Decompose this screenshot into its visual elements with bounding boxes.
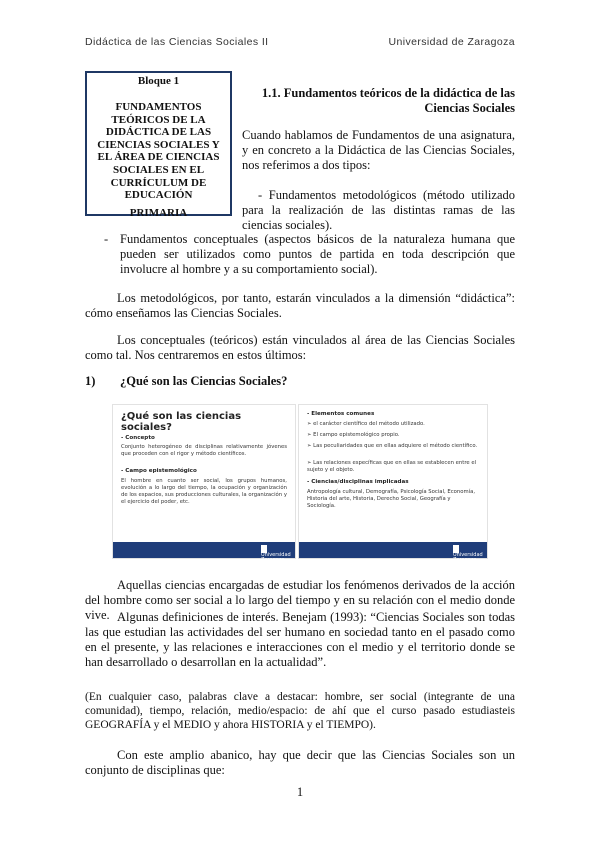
paragraph-metodologicos-didactica: Los metodológicos, por tanto, estarán vinculados a la dimensión “didáctica”: cómo enseñamos las Ciencias Sociales. xyxy=(85,291,515,320)
slide-a-campo-label: - Campo epistemológico xyxy=(121,468,197,474)
paragraph-definicion: Aquellas ciencias encargadas de estudiar los fenómenos derivados de la acción del hombre como ser social a lo largo del tiempo y en su relación con el medio donde vive. xyxy=(85,578,515,622)
slide-a-title: ¿Qué son las ciencias sociales? xyxy=(121,411,242,433)
section-title: 1.1. Fundamentos teóricos de la didáctica de las Ciencias Sociales xyxy=(261,86,515,115)
page-number: 1 xyxy=(296,785,304,799)
slide-b-item: ➢ el carácter científico del método utilizado. xyxy=(307,421,425,427)
slide-elementos xyxy=(298,404,488,563)
list-dash: - xyxy=(104,232,109,246)
slide-b-disciplinas-label: - Ciencias/disciplinas implicadas xyxy=(307,479,409,485)
bloque-body: FUNDAMENTOS TEÓRICOS DE LA DIDÁCTICA DE LAS CIENCIAS SOCIALES Y EL ÁREA DE CIENCIAS SOCIALES EN EL CURRÍCULUM DE EDUCACIÓN xyxy=(97,101,220,202)
paragraph-benejam: Algunas definiciones de interés. Benejam (1993): “Ciencias Sociales son todas las que estudian las actividades del ser humano en sociedad tanto en el pasado como en el presente, y las relaciones e interacciones con el medio y el territorio donde se han desarrollado o desarrollan en la actualidad”. xyxy=(85,610,515,669)
slide-b-item: ➢ El campo epistemológico propio. xyxy=(307,432,400,438)
slide-a-campo-text: El hombre en cuanto ser social, los grupos humanos, evolución a lo largo del tiempo, la ocupación y organización de los espacios, sus producciones culturales, la organización y el ejercicio del poder, etc. xyxy=(121,478,287,505)
slide-a-concepto-text: Conjunto heterogéneo de disciplinas relativamente jóvenes que proceden con el rigor y método científicos. xyxy=(121,444,287,457)
slide-b-footer-bar xyxy=(299,542,487,563)
header-course-title: Didáctica de las Ciencias Sociales II xyxy=(85,36,269,48)
paragraph-conceptuales-area: Los conceptuales (teóricos) están vinculados al área de las Ciencias Sociales como tal. Nos centraremos en estos últimos: xyxy=(85,333,515,362)
paragraph-intro: Cuando hablamos de Fundamentos de una asignatura, y en concreto a la Didáctica de las Ciencias Sociales, nos referimos a dos tipos: xyxy=(242,128,515,172)
slide-b-item: ➢ Las peculiaridades que en ellas adquiere el método científico. xyxy=(307,443,478,449)
slide-b-disciplinas-text: Antropología cultural, Demografía, Psicología Social, Economía, Historia del arte, Historia, Derecho Social, Geografía y Sociología. xyxy=(307,489,476,509)
paragraph-conceptuales: Fundamentos conceptuales (aspectos básicos de la naturaleza humana que pueden ser utilizados como puntos de partida en toda descripción que involucre al hombre y a su comportamiento social). xyxy=(120,232,515,276)
university-logo: Universidad Zaragoza xyxy=(261,545,287,555)
question-title: ¿Qué son las Ciencias Sociales? xyxy=(120,374,288,388)
university-logo: Universidad Zaragoza xyxy=(453,545,479,555)
paragraph-metodologicos: - Fundamentos metodológicos (método utilizado para la realización de las distintas ramas de las ciencias sociales). xyxy=(242,188,515,232)
slide-a-concepto-label: - Concepto xyxy=(121,435,155,441)
slide-a-footer-bar xyxy=(113,542,295,563)
question-number: 1) xyxy=(85,374,96,388)
slide-b-elementos-label: - Elementos comunes xyxy=(307,411,375,417)
header-university: Universidad de Zaragoza xyxy=(388,36,515,48)
paragraph-palabras-clave: (En cualquier caso, palabras clave a destacar: hombre, ser social (integrante de una comunidad), tiempo, relación, medio/espacio: de ahí que el curso pasado estudiasteis GEOGRAFÍA y el MEDIO y ahora HISTORIA y el TIEMPO). xyxy=(85,691,515,731)
slide-que-son xyxy=(112,404,296,563)
bloque-title: Bloque 1 xyxy=(137,75,180,87)
bloque-tail: PRIMARIA xyxy=(129,207,188,219)
paragraph-conjunto-disciplinas: Con este amplio abanico, hay que decir que las Ciencias Sociales son un conjunto de disciplinas que: xyxy=(85,748,515,777)
slide-b-item: ➢ Las relaciones específicas que en ellas se establecen entre el sujeto y el objeto. xyxy=(307,460,477,473)
bloque-box xyxy=(85,71,232,216)
